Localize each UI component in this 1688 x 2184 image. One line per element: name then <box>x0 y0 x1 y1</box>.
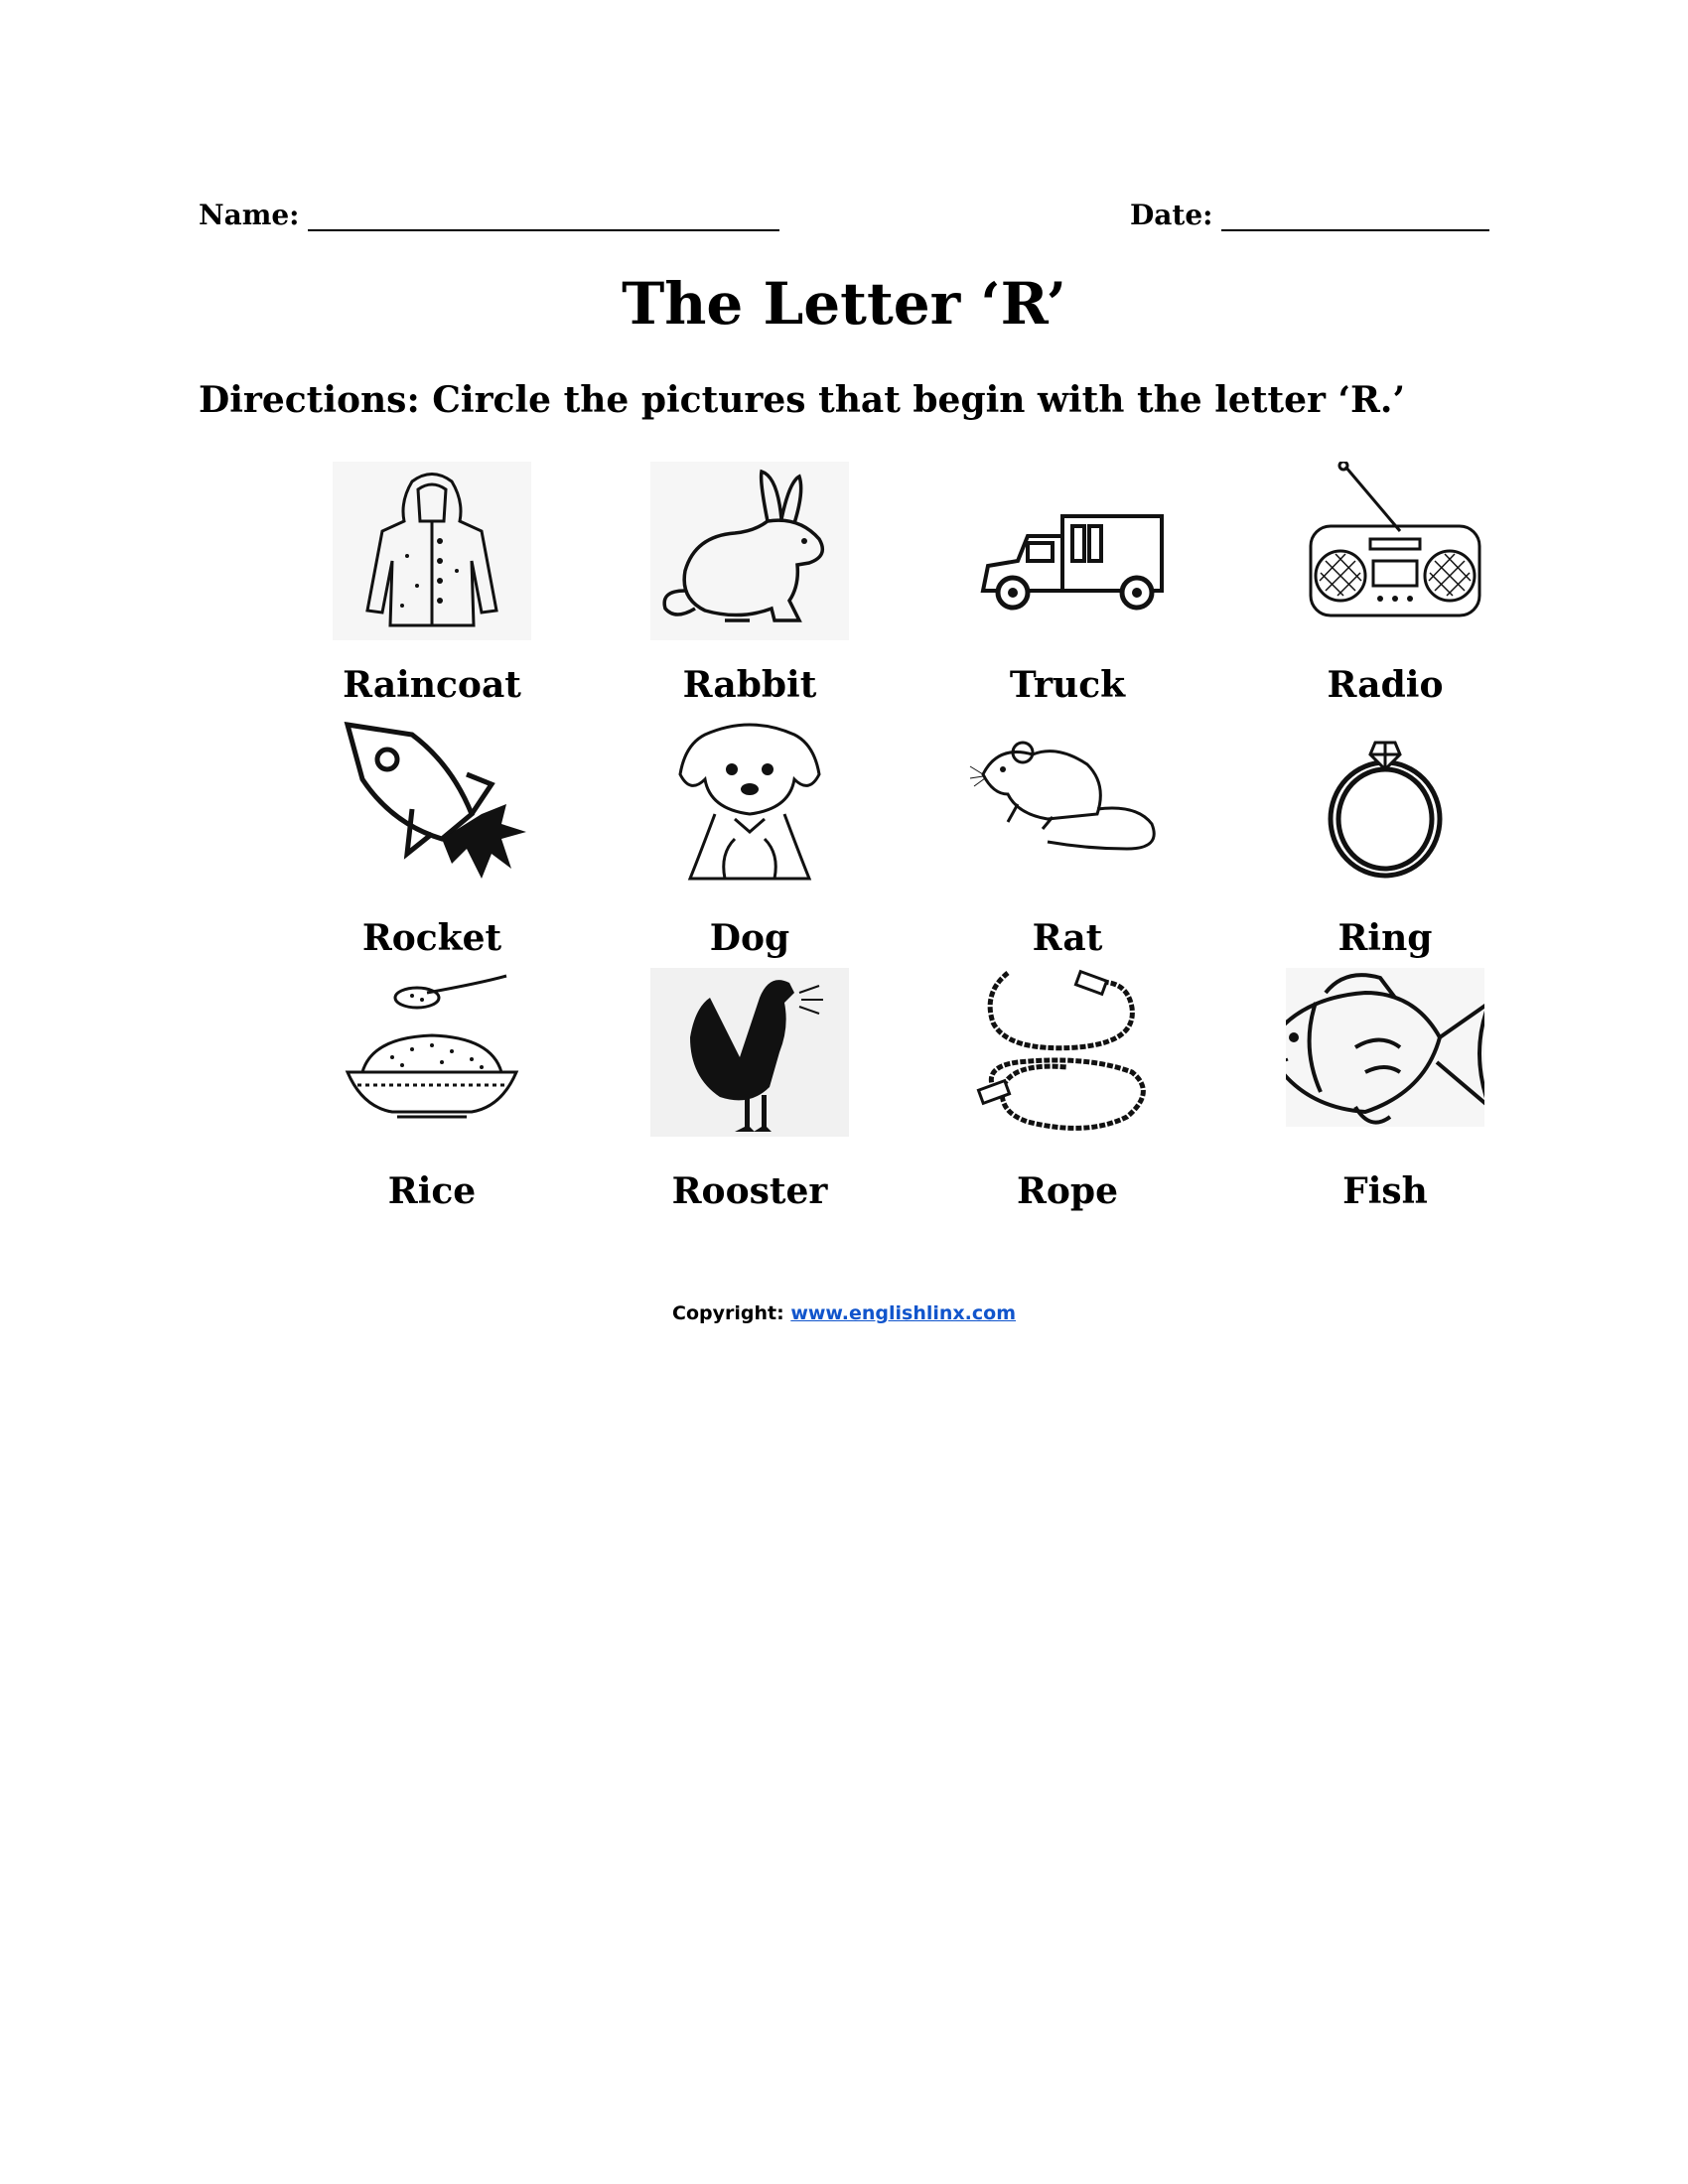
ring-icon <box>1286 715 1484 893</box>
picture-item-rabbit[interactable] <box>611 462 889 715</box>
header-row <box>199 199 1479 238</box>
name-blank-line[interactable] <box>308 202 779 231</box>
truck-icon <box>968 462 1167 640</box>
picture-item-radio[interactable] <box>1246 462 1524 715</box>
picture-item-raincoat[interactable] <box>293 462 571 715</box>
picture-item-fish[interactable] <box>1246 968 1524 1221</box>
picture-item-rocket[interactable] <box>293 715 571 968</box>
rocket-icon <box>333 715 531 893</box>
picture-grid <box>0 462 1688 1226</box>
item-label: Dog <box>709 917 790 959</box>
englishlinx-link[interactable]: www.englishlinx.com <box>790 1302 1016 1324</box>
item-label: Rabbit <box>682 664 817 706</box>
picture-item-rooster[interactable] <box>611 968 889 1221</box>
radio-icon <box>1286 462 1484 640</box>
directions-text: Directions: Circle the pictures that begin with the letter ‘R.’ <box>199 379 1405 421</box>
fish-icon <box>1286 968 1484 1147</box>
rice-icon <box>333 968 531 1147</box>
dog-icon <box>650 715 849 893</box>
raincoat-icon <box>333 462 531 640</box>
picture-item-rice[interactable] <box>293 968 571 1221</box>
date-field <box>1130 199 1489 231</box>
item-label: Rooster <box>671 1170 828 1212</box>
item-label: Rice <box>387 1170 477 1212</box>
item-label: Ring <box>1337 917 1433 959</box>
picture-item-rat[interactable] <box>928 715 1206 968</box>
rat-icon <box>968 715 1167 893</box>
picture-item-dog[interactable] <box>611 715 889 968</box>
name-label: Name: <box>199 199 300 231</box>
name-field <box>199 199 779 231</box>
date-blank-line[interactable] <box>1221 202 1489 231</box>
item-label: Fish <box>1342 1170 1428 1212</box>
picture-item-truck[interactable] <box>928 462 1206 715</box>
item-label: Rocket <box>361 917 502 959</box>
copyright-label: Copyright: <box>672 1302 784 1324</box>
item-label: Rope <box>1016 1170 1118 1212</box>
picture-item-ring[interactable] <box>1246 715 1524 968</box>
rooster-icon <box>650 968 849 1147</box>
item-label: Raincoat <box>343 664 521 706</box>
date-label: Date: <box>1130 199 1213 231</box>
picture-item-rope[interactable] <box>928 968 1206 1221</box>
item-label: Truck <box>1009 664 1126 706</box>
copyright-footer <box>0 1302 1688 1324</box>
rabbit-icon <box>650 462 849 640</box>
page-title: The Letter ‘R’ <box>622 270 1066 338</box>
rope-icon <box>968 968 1167 1147</box>
item-label: Rat <box>1032 917 1103 959</box>
item-label: Radio <box>1327 664 1444 706</box>
